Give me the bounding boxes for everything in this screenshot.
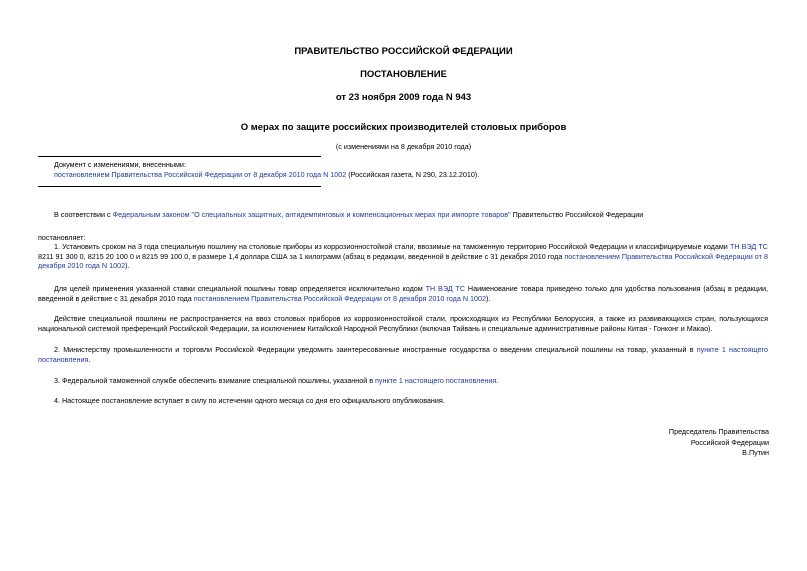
signature-title-line-1: Председатель Правительства <box>668 427 769 436</box>
item-1-pre: 1. Установить сроком на 3 года специальную пошлину на столовые приборы из коррозионностойкой стали, ввозимые на таможенную территорию Российской Федерации и классифицируемые кодами <box>54 242 730 251</box>
item-3-post: . <box>496 376 499 385</box>
item-2-pre: 2. Министерству промышленности и торговли Российской Федерации уведомить заинтересованные иностранные государства о введении специальной пошлины на товар, указанный в <box>54 345 697 354</box>
signature-block <box>669 427 769 459</box>
decrees-word: постановляет: <box>38 233 86 242</box>
signature-name: В.Путин <box>742 448 769 457</box>
changes-note: (с изменениями на 8 декабря 2010 года) <box>335 142 472 151</box>
document-date-number: от 23 ноября 2009 года N 943 <box>335 92 472 103</box>
amendments-line <box>54 170 754 180</box>
signature-title-line-2: Российской Федерации <box>690 437 769 447</box>
divider-top <box>38 156 321 157</box>
item-2-post: . <box>88 354 91 364</box>
amendments-label: Документ с изменениями, внесенными: <box>54 160 186 169</box>
federal-law-link[interactable]: Федеральным законом "О специальных защитных, антидемпинговых и компенсационных мерах при импорте товаров" <box>112 210 511 219</box>
item-1-mid: 8211 91 300 0, 8215 20 100 0 и 8215 99 100 0, в размере 1,4 доллара США за 1 килограмм (абзац в редакции, введенной в действие с 31 декабря 2010 года <box>38 251 565 261</box>
item-1-post: ). <box>125 261 130 271</box>
tnved-link-note[interactable]: ТН ВЭД ТС <box>425 284 466 293</box>
amendment-link-item-1[interactable]: постановлением Правительства Российской Федерации от 8 декабря 2010 года N 1002 <box>38 251 768 271</box>
amendment-source: (Российская газета, N 290, 23.12.2010). <box>346 169 480 179</box>
amendment-link[interactable]: постановлением Правительства Российской Федерации от 8 декабря 2010 года N 1002 <box>54 169 347 179</box>
preamble-pre: В соответствии с <box>54 210 113 219</box>
item-1-note-post: ). <box>486 293 491 303</box>
preamble <box>38 210 768 220</box>
government-name: ПРАВИТЕЛЬСТВО РОССИЙСКОЙ ФЕДЕРАЦИИ <box>294 46 513 57</box>
item-1-note <box>38 284 768 303</box>
item-3-link[interactable]: пункте 1 настоящего постановления <box>375 376 497 385</box>
item-2-link[interactable]: пункте 1 настоящего постановления <box>38 345 768 364</box>
amendment-link-note[interactable]: постановлением Правительства Российской Федерации от 8 декабря 2010 года N 1002 <box>193 293 487 303</box>
item-1-exemption: Действие специальной пошлины не распространяется на ввоз столовых приборов из коррозионностойкой стали, происходящих из Республики Белоруссия, а также из развивающихся стран, пользующихся национальной системой преференций Российской Федерации, за исключением Китайской Народной Республики (включая Тайвань и специальные административные районы Китая - Гонконг и Макао). <box>38 314 768 333</box>
item-3 <box>38 376 768 386</box>
item-3-pre: 3. Федеральной таможенной службе обеспечить взимание специальной пошлины, указанной в <box>54 376 376 385</box>
document-type: ПОСТАНОВЛЕНИЕ <box>360 69 447 80</box>
preamble-post: Правительство Российской Федерации <box>510 210 644 219</box>
tnved-link[interactable]: ТН ВЭД ТС <box>729 242 768 251</box>
divider-bottom <box>38 186 321 187</box>
item-1-note-mid: Наименование товара приведено только для удобства пользования (абзац в редакции, введенной в действие с 31 декабря 2010 года <box>38 284 769 303</box>
item-2 <box>38 345 768 364</box>
item-4: 4. Настоящее постановление вступает в силу по истечении одного месяца со дня его официального опубликования. <box>54 396 445 405</box>
document-title: О мерах по защите российских производителей столовых приборов <box>240 122 567 133</box>
amendments-block <box>54 160 754 179</box>
item-1-note-pre: Для целей применения указанной ставки специальной пошлины товар определяется исключительно кодом <box>54 284 426 293</box>
item-1 <box>38 242 768 271</box>
